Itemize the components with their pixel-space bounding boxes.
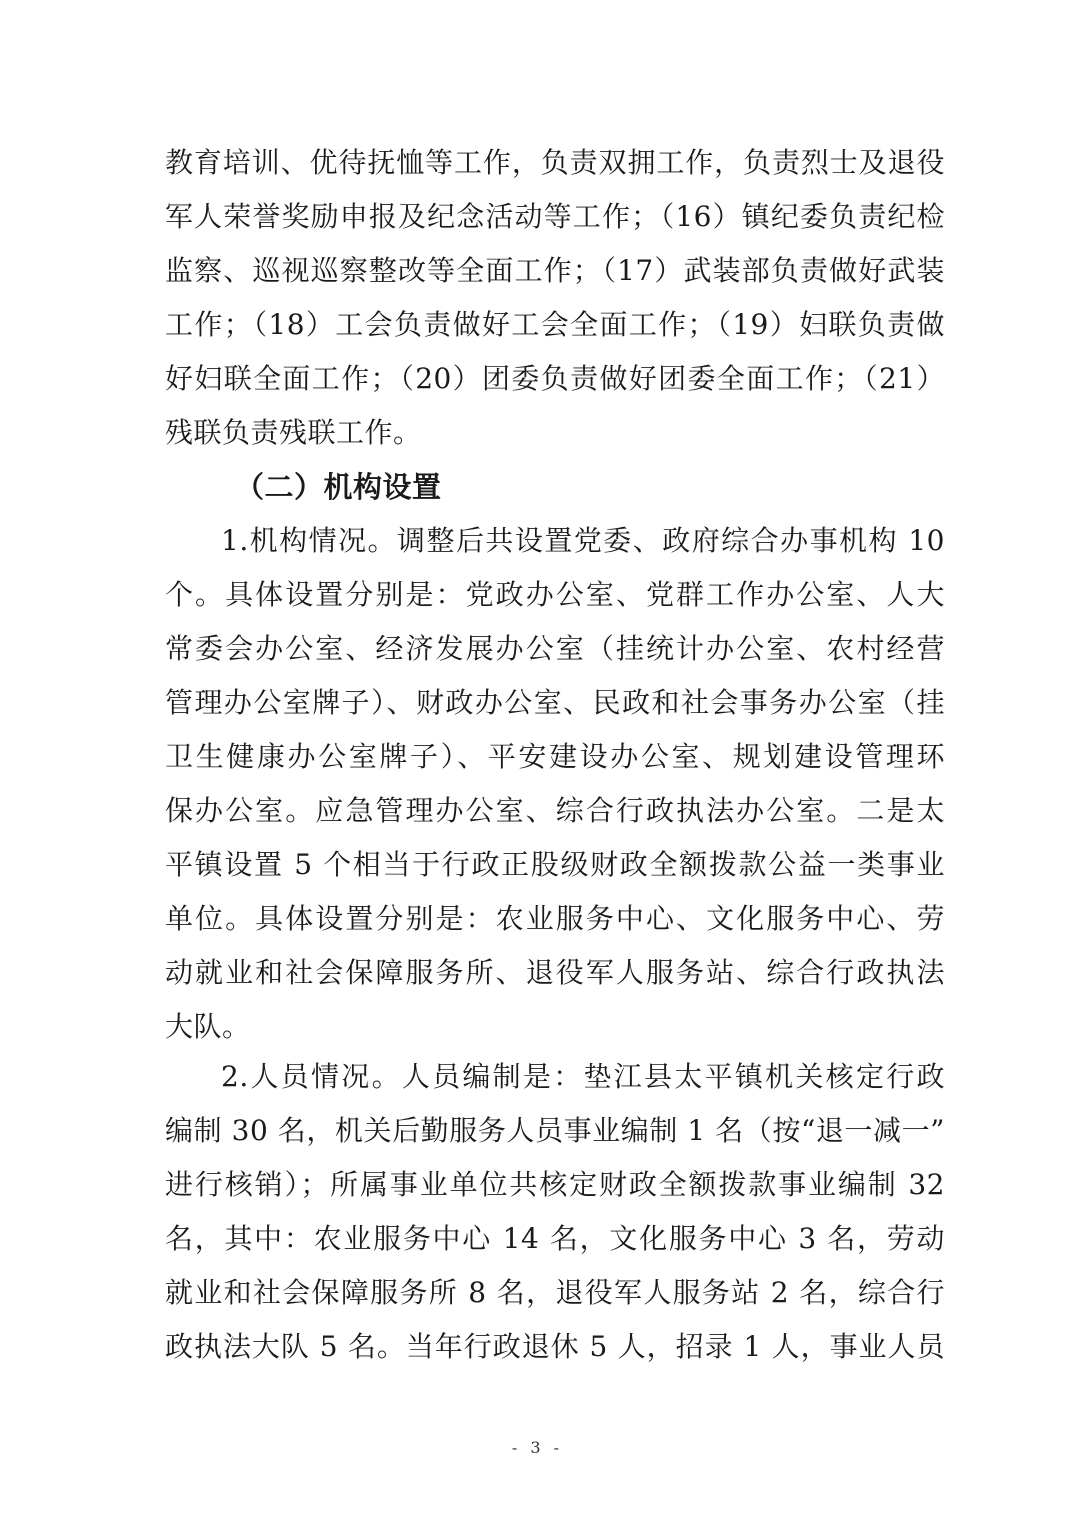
page-number: - 3 - — [511, 1438, 564, 1457]
paragraph-staffing — [165, 1050, 945, 1374]
paragraph-line: 好妇联全面工作；（20）团委负责做好团委全面工作；（21） — [165, 362, 945, 395]
paragraph-line: 保办公室。应急管理办公室、综合行政执法办公室。二是太 — [165, 794, 945, 827]
paragraph-line: 就业和社会保障服务所 8 名，退役军人服务站 2 名，综合行 — [165, 1276, 945, 1309]
paragraph-line: 工作；（18）工会负责做好工会全面工作；（19）妇联负责做 — [165, 308, 945, 341]
paragraph-line: 军人荣誉奖励申报及纪念活动等工作；（16）镇纪委负责纪检 — [165, 200, 945, 233]
paragraph-line: 1.机构情况。调整后共设置党委、政府综合办事机构 10 — [221, 524, 945, 557]
paragraph-line: 编制 30 名，机关后勤服务人员事业编制 1 名（按“退一减一” — [165, 1114, 945, 1147]
paragraph-organization — [165, 514, 945, 1054]
paragraph-line: 卫生健康办公室牌子）、平安建设办公室、规划建设管理环 — [165, 740, 945, 773]
paragraph-line: 单位。具体设置分别是：农业服务中心、文化服务中心、劳 — [165, 902, 945, 935]
paragraph-line: 2.人员情况。人员编制是：垫江县太平镇机关核定行政 — [221, 1060, 945, 1093]
paragraph-line: 管理办公室牌子）、财政办公室、民政和社会事务办公室（挂 — [165, 686, 945, 719]
paragraph-line: 进行核销）；所属事业单位共核定财政全额拨款事业编制 32 — [165, 1168, 945, 1201]
paragraph-line: 动就业和社会保障服务所、退役军人服务站、综合行政执法 — [165, 956, 945, 989]
paragraph-line: 教育培训、优待抚恤等工作，负责双拥工作，负责烈士及退役 — [165, 146, 945, 179]
paragraph-line: 常委会办公室、经济发展办公室（挂统计办公室、农村经营 — [165, 632, 945, 665]
section-heading: （二）机构设置 — [235, 470, 442, 504]
paragraph-line: 个。具体设置分别是：党政办公室、党群工作办公室、人大 — [165, 578, 945, 611]
paragraph-duties-continued — [165, 136, 945, 460]
paragraph-line: 监察、巡视巡察整改等全面工作；（17）武装部负责做好武装 — [165, 254, 945, 287]
paragraph-line: 政执法大队 5 名。当年行政退休 5 人，招录 1 人，事业人员 — [165, 1330, 945, 1363]
paragraph-line: 平镇设置 5 个相当于行政正股级财政全额拨款公益一类事业 — [165, 848, 945, 881]
section-heading-block — [165, 460, 945, 514]
paragraph-line: 残联负责残联工作。 — [165, 416, 422, 449]
paragraph-line: 名，其中：农业服务中心 14 名，文化服务中心 3 名，劳动 — [165, 1222, 945, 1255]
paragraph-line: 大队。 — [165, 1010, 251, 1043]
